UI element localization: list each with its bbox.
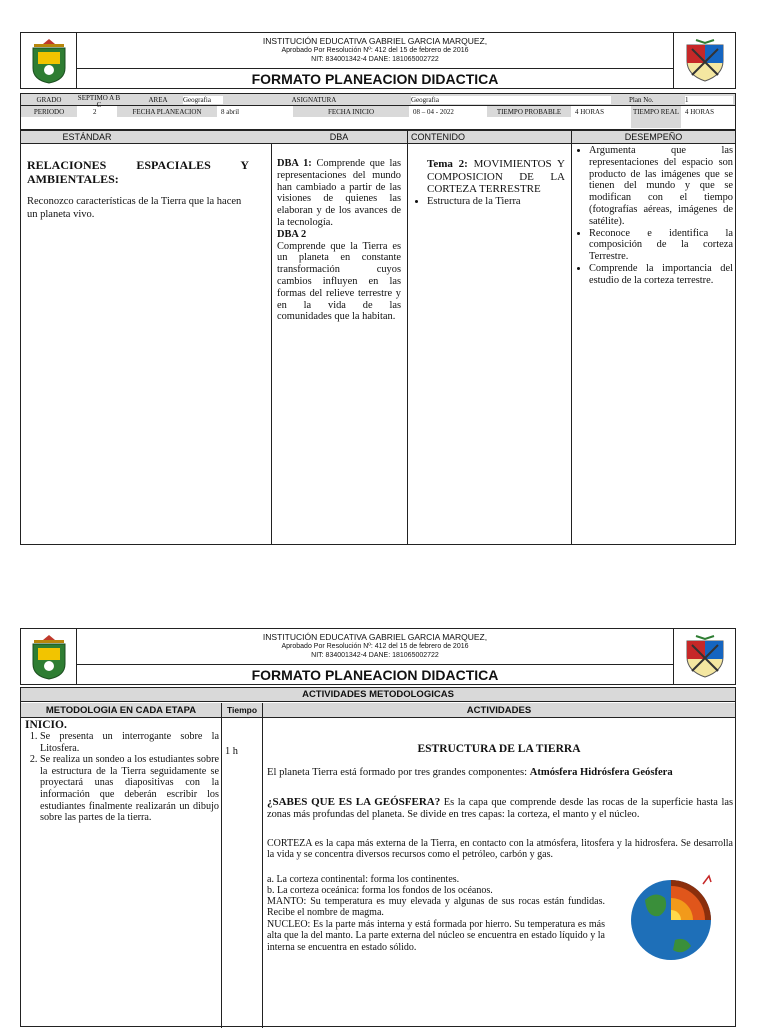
metodologia-cell <box>25 719 219 824</box>
inicio-list <box>25 731 219 824</box>
page-title: FORMATO PLANEACION DIDACTICA <box>251 71 499 87</box>
logo-left-cell-2 <box>21 629 77 684</box>
tema-label: Tema 2: <box>427 158 468 170</box>
desempeno-list <box>575 145 733 287</box>
planning-body-table <box>20 143 736 545</box>
inicio-item: 1. Se presenta un interrogante sobre la Litosfera. <box>40 731 219 754</box>
grado-value: SEPTIMO A B C <box>77 95 121 109</box>
plan-label: Plan No. <box>629 96 654 104</box>
institution-name-2: INSTITUCIÓN EDUCATIVA GABRIEL GARCIA MARQUEZ, <box>262 632 488 642</box>
intro-text: El planeta Tierra está formado por tres grandes componentes: <box>267 767 530 778</box>
intro-bold: Atmósfera Hidrósfera Geósfera <box>529 767 673 778</box>
fecha-inicio-label: FECHA INICIO <box>293 106 409 117</box>
school-crest-icon <box>29 634 69 680</box>
shield-crest-icon <box>684 39 726 83</box>
corteza-b: b. La corteza oceánica: forma los fondos de los océanos. <box>267 885 493 896</box>
tiempo-value: 1 h <box>225 746 238 757</box>
area-label: AREA <box>148 96 168 104</box>
estandar-heading: RELACIONES ESPACIALES Y AMBIENTALES: <box>27 158 249 186</box>
geosfera-question: ¿SABES QUE ES LA GEÓSFERA? <box>267 796 441 808</box>
tiempo-real-label: TIEMPO REAL <box>631 106 681 128</box>
dba-header: DBA <box>329 132 349 142</box>
dba2-label: DBA 2 <box>277 228 307 240</box>
desempeno-item: • Argumenta que las representaciones del espacio son producto de las imágenes que se tienen del mundo y que se modifican con el tiempo (fotografías aéreas, imágenes de satélite). <box>589 145 733 228</box>
dba-cell <box>277 158 401 323</box>
estandar-header: ESTÁNDAR <box>62 132 112 142</box>
contenido-bullet: • Estructura de la Tierra <box>427 196 565 209</box>
geosfera-paragraph <box>267 796 733 821</box>
geosfera-text: Es la capa que comprende desde las rocas de la superficie hasta las zonas más profundas del planeta. Se divide en tres capas: la corteza, el manto y el núcleo. <box>267 797 733 820</box>
header-box-2 <box>20 628 736 685</box>
nucleo-paragraph: NUCLEO: Es la parte más interna y está formada por hierro. Su temperatura es más alta que la del manto. La parte externa del núcleo se encuentra en estado líquido y la interna se encuentra en estado sólido. <box>267 919 605 953</box>
estandar-text: Reconozco características de la Tierra que la hacen un planeta vivo. <box>27 196 242 220</box>
nit-dane: NIT: 834001342-4 DANE: 181065002722 <box>311 56 439 63</box>
approval-resolution-2: Aprobado Por Resolución Nº: 412 del 15 de febrero de 2016 <box>281 643 469 650</box>
contenido-cell <box>427 158 565 208</box>
col-actividades: ACTIVIDADES <box>466 705 532 716</box>
periodo-value: 2 <box>93 108 97 116</box>
tema-text: MOVIMIENTOS Y COMPOSICION DE LA CORTEZA TERRESTRE <box>427 158 565 196</box>
corteza-paragraph: CORTEZA es la capa más externa de la Tierra, en contacto con la atmósfera, litosfera y la hidrosfera. Se desarrolla la vida y se concentra diversos recursos como el petróleo, carbón y gas. <box>267 838 733 861</box>
contenido-list <box>413 196 565 209</box>
tiempo-probable-label: TIEMPO PROBABLE <box>487 106 571 117</box>
activity-intro <box>267 767 733 779</box>
info-row-2 <box>20 106 736 130</box>
tiempo-probable-value: 4 HORAS <box>575 108 604 116</box>
page-title-2: FORMATO PLANEACION DIDACTICA <box>251 667 499 683</box>
corteza-a: a. La corteza continental: forma los continentes. <box>267 874 460 885</box>
title-divider <box>77 68 673 69</box>
logo-right-cell <box>673 33 735 88</box>
estandar-cell <box>27 158 249 221</box>
header-box <box>20 32 736 89</box>
inicio-label: INICIO. <box>25 719 67 731</box>
info-row-1 <box>20 93 736 109</box>
contenido-header: CONTENIDO <box>411 132 465 142</box>
shield-crest-icon <box>684 635 726 679</box>
area-value: Geografia <box>183 96 223 104</box>
activities-table <box>20 687 736 1027</box>
page-2 <box>20 628 736 1024</box>
logo-left-cell <box>21 33 77 88</box>
tiempo-real-value: 4 HORAS <box>685 108 714 116</box>
section-header-row <box>20 130 736 144</box>
dba1-label: DBA 1: <box>277 158 312 169</box>
logo-right-cell-2 <box>673 629 735 684</box>
periodo-label: PERIODO <box>21 106 77 117</box>
desempeno-item: • Reconoce e identifica la composición de la corteza Terrestre. <box>589 228 733 263</box>
desempeno-cell <box>575 145 733 287</box>
nit-dane-2: NIT: 834001342-4 DANE: 181065002722 <box>311 652 439 659</box>
asignatura-label: ASIGNATURA <box>291 96 337 104</box>
desempeno-item: • Comprende la importancia del estudio de la corteza terrestre. <box>589 263 733 287</box>
school-crest-icon <box>29 38 69 84</box>
columns-header-row <box>21 703 735 718</box>
plan-value: 1 <box>685 96 733 104</box>
grado-label: GRADO <box>36 96 62 104</box>
approval-resolution: Aprobado Por Resolución Nº: 412 del 15 de febrero de 2016 <box>281 47 469 54</box>
desempeno-header: DESEMPEÑO <box>624 132 683 142</box>
dba1-text: Comprende que las representaciones del mundo han cambiado a partir de las visiones de quienes las elaboran y de los avances de la tecnología. <box>277 158 401 228</box>
actividades-header: ACTIVIDADES METODOLOGICAS <box>21 688 735 702</box>
fecha-inicio-value: 08 – 04 - 2022 <box>413 108 454 116</box>
institution-name: INSTITUCIÓN EDUCATIVA GABRIEL GARCIA MARQUEZ, <box>262 36 488 46</box>
earth-layers-icon <box>625 870 721 966</box>
inicio-item: 2. Se realiza un sondeo a los estudiantes sobre la estructura de la Tierra seguidamente se proyectará unas diapositivas con la información que deberán escribir los estudiantes finalmente realizarán un dibujo sobre las partes de la tierra. <box>40 754 219 824</box>
col-metodologia: METODOLOGIA EN CADA ETAPA <box>45 705 197 716</box>
manto-paragraph: MANTO: Su temperatura es muy elevada y algunas de sus rocas están fundidas. Recibe el nombre de magma. <box>267 896 605 919</box>
dba2-text: Comprende que la Tierra es un planeta en constante transformación cuyos cambios influyen en las formas del relieve terrestre y en la vida de las comunidades que la habitan. <box>277 240 401 323</box>
asignatura-value: Geografia <box>411 96 611 104</box>
fecha-plan-label: FECHA PLANEACION <box>117 106 217 117</box>
page-1 <box>20 32 736 546</box>
fecha-plan-value: 8 abril <box>221 108 240 116</box>
col-tiempo: Tiempo <box>226 705 258 715</box>
activity-title: ESTRUCTURA DE LA TIERRA <box>417 743 581 755</box>
